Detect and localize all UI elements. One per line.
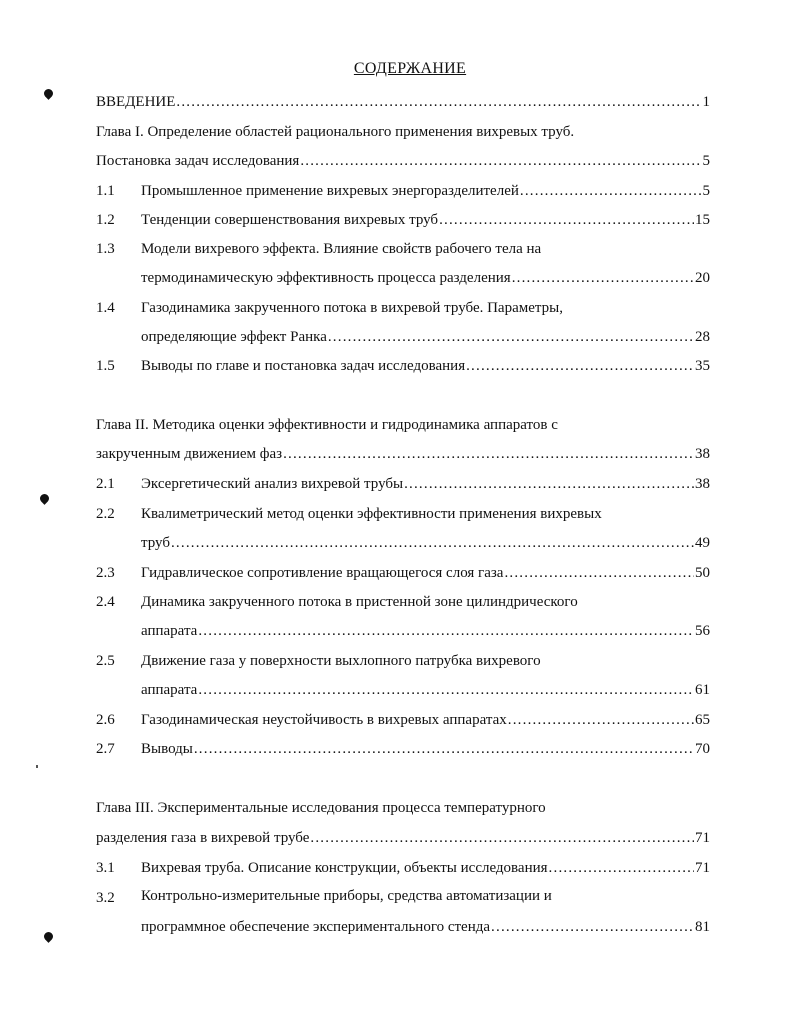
toc-entry-title: закрученным движением фаз [96, 446, 283, 462]
dot-leader [512, 268, 694, 288]
toc-entry-title: разделения газа в вихревой трубе [96, 830, 310, 846]
toc-page-number: 38 [695, 446, 710, 462]
dot-leader [198, 680, 694, 700]
toc-entry-3-2-line2 [141, 917, 710, 937]
toc-entry-1-1 [141, 181, 710, 201]
toc-item-number: 1.2 [96, 212, 115, 228]
toc-entry-title: труб [141, 535, 170, 551]
dot-leader [549, 858, 694, 878]
dot-leader [198, 621, 694, 641]
toc-entry-1-3-line1: Модели вихревого эффекта. Влияние свойств рабочего тела на [141, 241, 542, 257]
toc-entry-title: программное обеспечение экспериментального стенда [141, 919, 491, 935]
toc-entry-2-7 [141, 739, 710, 759]
binder-hole-mark [42, 87, 55, 100]
toc-entry-title: Промышленное применение вихревых энергоразделителей [141, 183, 519, 199]
toc-item-number: 3.2 [96, 890, 115, 906]
toc-entry-intro [96, 92, 710, 112]
toc-entry-title: Выводы по главе и постановка задач исследования [141, 358, 466, 374]
toc-entry-2-3 [141, 563, 710, 583]
dot-leader [194, 739, 694, 759]
dot-leader [300, 151, 701, 171]
dot-leader [520, 181, 702, 201]
chapter-3-title-line1: Глава III. Экспериментальные исследования процесса температурного [96, 800, 546, 816]
toc-entry-title: Тенденции совершенствования вихревых труб [141, 212, 439, 228]
dot-leader [310, 828, 694, 848]
toc-entry-title: определяющие эффект Ранка [141, 329, 327, 345]
dot-leader [176, 92, 701, 112]
toc-entry-title: Постановка задач исследования [96, 153, 300, 169]
toc-entry-2-1 [141, 474, 710, 494]
toc-item-number: 2.6 [96, 712, 115, 728]
toc-entry-title: Эксергетический анализ вихревой трубы [141, 476, 404, 492]
toc-page-number: 61 [695, 682, 710, 698]
toc-entry-3-2-line1: Контрольно-измерительные приборы, средства автоматизации и [141, 888, 552, 904]
toc-entry-1-4-line1: Газодинамика закрученного потока в вихревой трубе. Параметры, [141, 300, 563, 316]
toc-entry-title: аппарата [141, 623, 198, 639]
toc-entry-2-2-line2 [141, 533, 710, 553]
binder-hole-mark [38, 492, 51, 505]
toc-page-number: 71 [695, 830, 710, 846]
toc-page-number: 5 [702, 183, 710, 199]
toc-item-number: 2.7 [96, 741, 115, 757]
toc-entry-2-6 [141, 710, 710, 730]
toc-entry-1-2 [141, 210, 710, 230]
toc-entry-3-1 [141, 858, 710, 878]
page-title: СОДЕРЖАНИЕ [353, 60, 467, 77]
chapter-1-title-line1: Глава I. Определение областей рационального применения вихревых труб. [96, 124, 575, 140]
dot-leader [171, 533, 694, 553]
dot-leader [404, 474, 694, 494]
toc-entry-2-4-line1: Динамика закрученного потока в пристенной зоне цилиндрического [141, 594, 578, 610]
toc-entry-1-3-line2 [141, 268, 710, 288]
toc-page-number: 70 [695, 741, 710, 757]
dot-leader [283, 444, 694, 464]
toc-entry-title: Выводы [141, 741, 193, 757]
toc-entry-2-5-line2 [141, 680, 710, 700]
dot-leader [328, 327, 694, 347]
toc-item-number: 1.4 [96, 300, 115, 316]
toc-page-number: 15 [695, 212, 710, 228]
toc-item-number: 2.4 [96, 594, 115, 610]
toc-item-number: 2.1 [96, 476, 115, 492]
toc-entry-title: Вихревая труба. Описание конструкции, объекты исследования [141, 860, 548, 876]
dot-leader [508, 710, 694, 730]
toc-entry-title: аппарата [141, 682, 198, 698]
toc-entry-title: термодинамическую эффективность процесса разделения [141, 270, 511, 286]
toc-item-number: 3.1 [96, 860, 115, 876]
toc-page-number: 81 [695, 919, 710, 935]
dot-leader [491, 917, 694, 937]
dot-leader [466, 356, 694, 376]
toc-page-number: 38 [695, 476, 710, 492]
chapter-3-title-line2 [96, 828, 710, 848]
chapter-2-title-line2 [96, 444, 710, 464]
scan-speck [36, 765, 38, 768]
toc-item-number: 2.5 [96, 653, 115, 669]
dot-leader [439, 210, 694, 230]
toc-entry-1-4-line2 [141, 327, 710, 347]
chapter-1-title-line2 [96, 151, 710, 171]
toc-entry-1-5 [141, 356, 710, 376]
chapter-2-title-line1: Глава II. Методика оценки эффективности и гидродинамика аппаратов с [96, 417, 558, 433]
toc-page-number: 56 [695, 623, 710, 639]
toc-entry-title: Газодинамическая неустойчивость в вихревых аппаратах [141, 712, 507, 728]
toc-page-number: 28 [695, 329, 710, 345]
toc-item-number: 1.1 [96, 183, 115, 199]
toc-entry-2-5-line1: Движение газа у поверхности выхлопного патрубка вихревого [141, 653, 541, 669]
toc-item-number: 1.3 [96, 241, 115, 257]
toc-page-number: 49 [695, 535, 710, 551]
toc-entry-title: ВВЕДЕНИЕ [96, 94, 176, 110]
toc-entry-2-2-line1: Квалиметрический метод оценки эффективности применения вихревых [141, 506, 602, 522]
toc-item-number: 2.3 [96, 565, 115, 581]
toc-page-number: 1 [702, 94, 710, 110]
toc-page-number: 20 [695, 270, 710, 286]
toc-page-number: 50 [695, 565, 710, 581]
toc-item-number: 2.2 [96, 506, 115, 522]
toc-entry-2-4-line2 [141, 621, 710, 641]
toc-page-number: 71 [695, 860, 710, 876]
toc-entry-title: Гидравлическое сопротивление вращающегося слоя газа [141, 565, 504, 581]
toc-page-number: 5 [702, 153, 710, 169]
toc-page-number: 35 [695, 358, 710, 374]
dot-leader [504, 563, 694, 583]
binder-hole-mark [42, 930, 55, 943]
toc-item-number: 1.5 [96, 358, 115, 374]
toc-page-number: 65 [695, 712, 710, 728]
